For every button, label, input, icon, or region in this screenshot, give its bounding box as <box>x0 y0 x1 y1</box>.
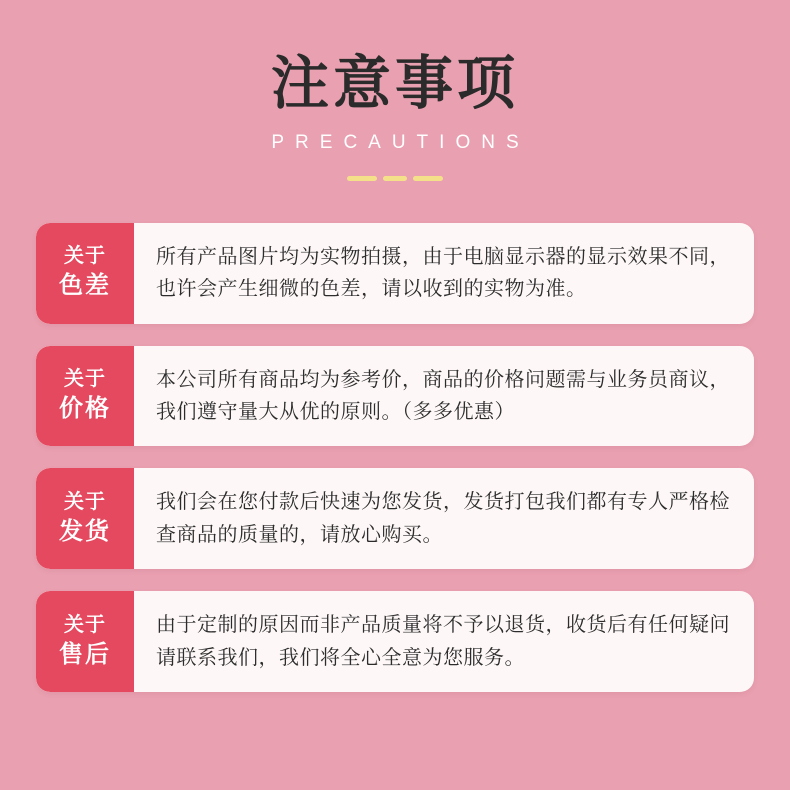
item-tag-after-sales <box>36 591 134 692</box>
tag-line-1: 关于 <box>64 245 106 268</box>
divider-segment-middle <box>383 176 407 181</box>
tag-line-1: 关于 <box>64 368 106 391</box>
item-tag-price <box>36 346 134 447</box>
list-item <box>36 223 754 324</box>
item-body <box>134 346 754 447</box>
page-title: 注意事项 <box>270 51 519 116</box>
list-item <box>36 468 754 569</box>
item-text: 所有产品图片均为实物拍摄，由于电脑显示器的显示效果不同，也许会产生细微的色差，请以收到的实物为准。 <box>156 245 730 301</box>
tag-line-1: 关于 <box>64 613 106 636</box>
item-body <box>134 468 754 569</box>
item-tag-shipping <box>36 468 134 569</box>
list-item <box>36 346 754 447</box>
tag-line-2: 发货 <box>59 518 111 546</box>
item-body <box>134 591 754 692</box>
tag-line-2: 色差 <box>59 272 111 300</box>
tag-line-1: 关于 <box>64 491 106 514</box>
page-subtitle: PRECAUTIONS <box>271 131 530 153</box>
item-text: 由于定制的原因而非产品质量将不予以退货，收货后有任何疑问请联系我们，我们将全心全意为您服务。 <box>156 614 730 669</box>
divider-segment-left <box>347 176 377 181</box>
tag-line-2: 售后 <box>59 640 111 668</box>
divider <box>347 176 443 181</box>
tag-line-2: 价格 <box>59 395 111 423</box>
precautions-list <box>0 223 790 692</box>
item-body <box>134 223 754 324</box>
item-tag-color-difference <box>36 223 134 324</box>
list-item <box>36 591 754 692</box>
item-text: 我们会在您付款后快速为您发货，发货打包我们都有专人严格检查商品的质量的，请放心购买。 <box>156 491 730 546</box>
item-text: 本公司所有商品均为参考价，商品的价格问题需与业务员商议，我们遵守量大从优的原则。（多多优惠） <box>156 368 730 423</box>
divider-segment-right <box>413 176 443 181</box>
page-header <box>0 0 790 181</box>
